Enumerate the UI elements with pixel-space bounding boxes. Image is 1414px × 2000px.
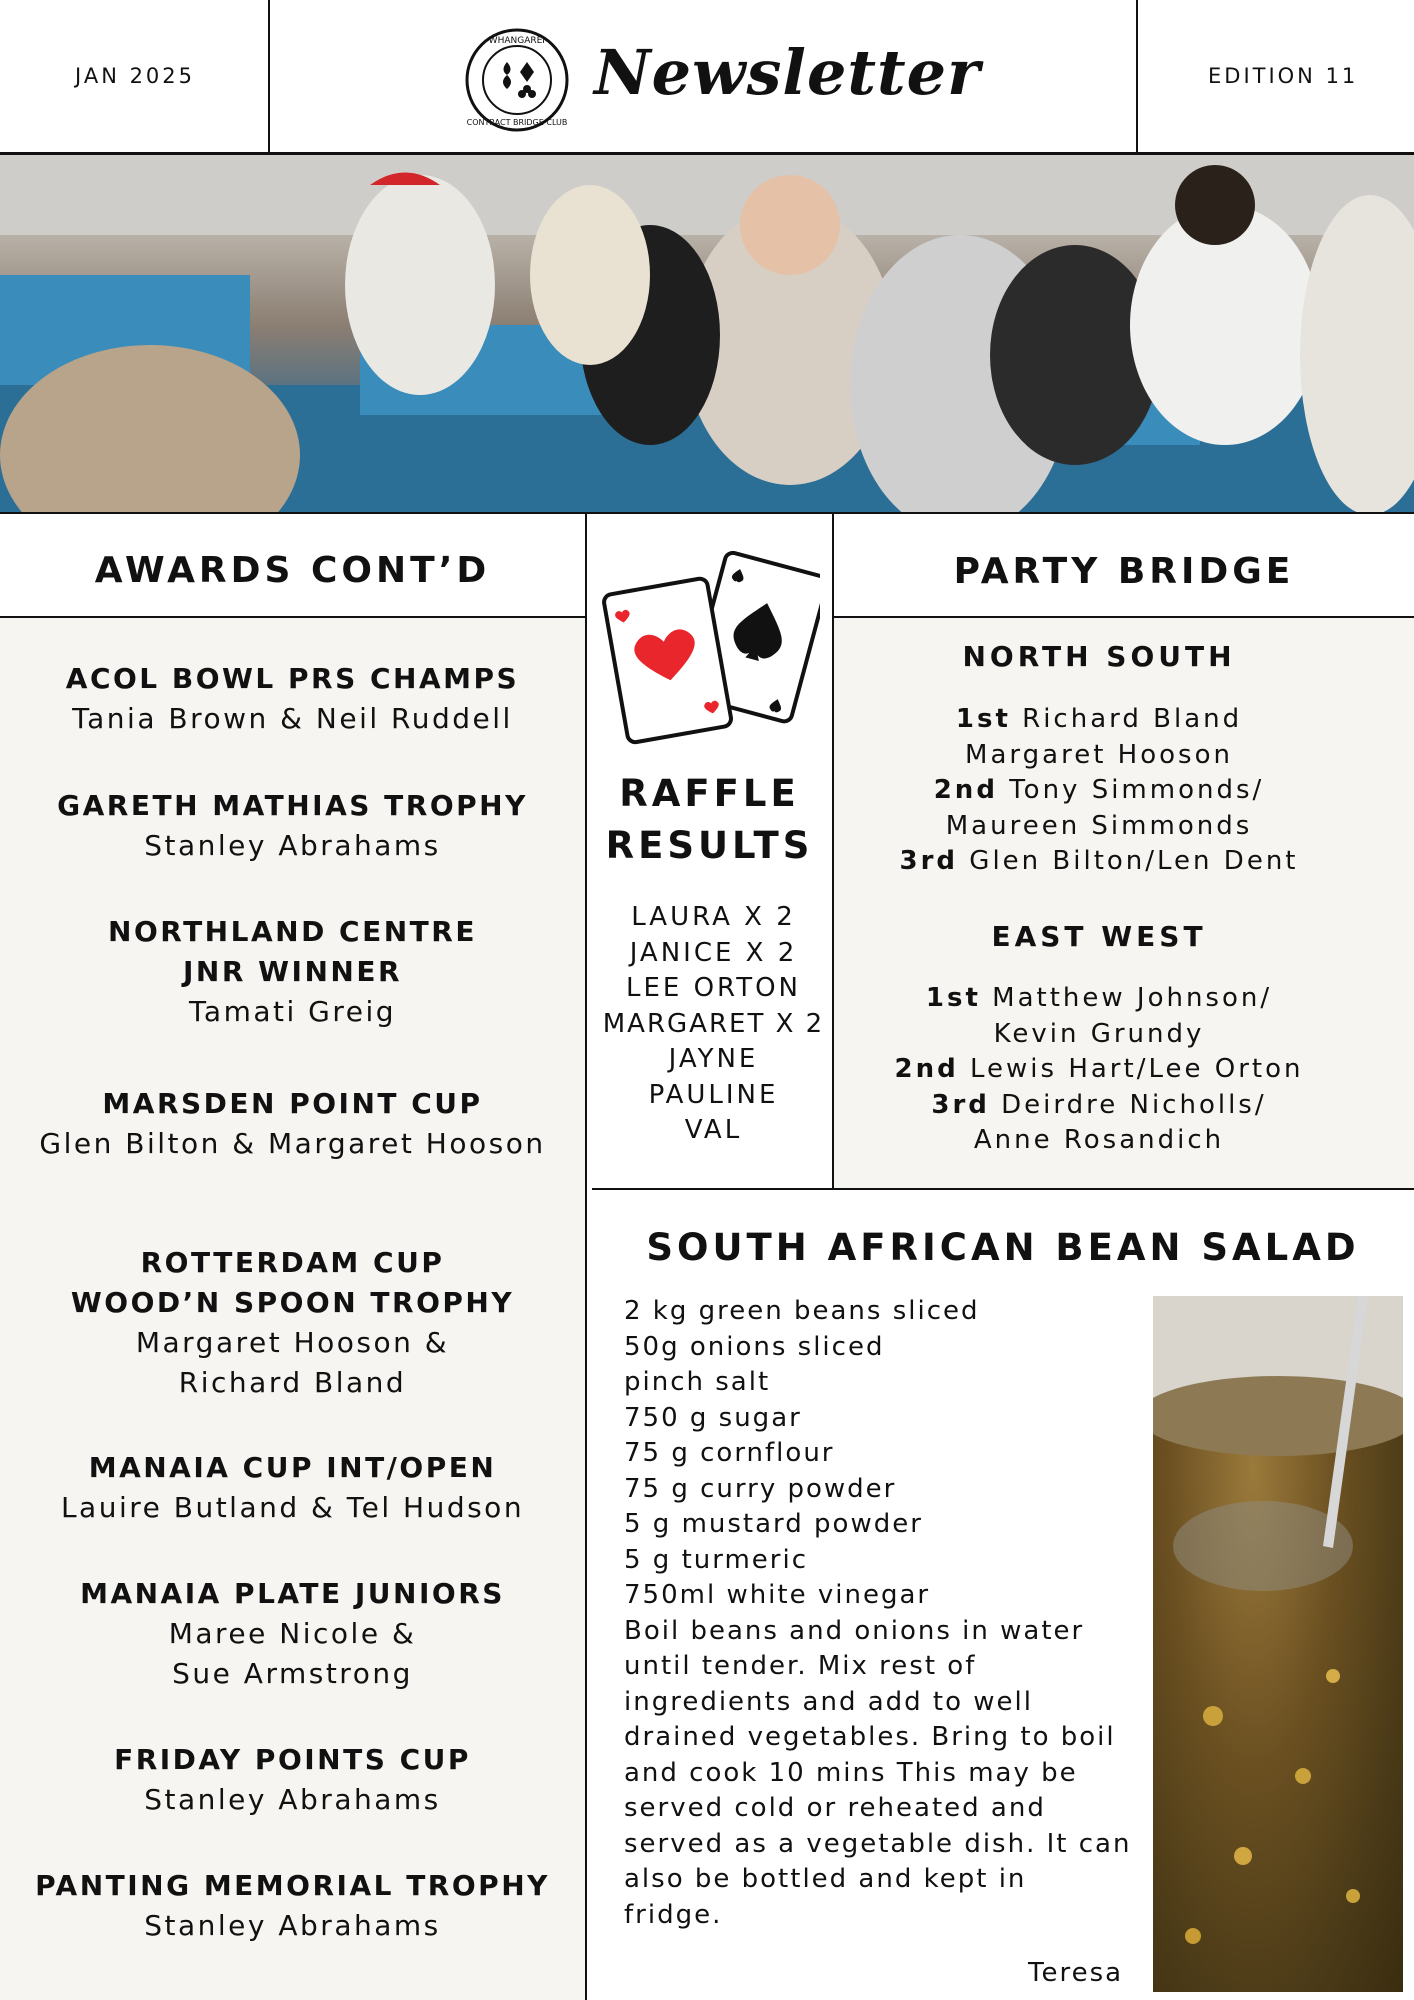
award-winner: Tamati Greig	[188, 995, 397, 1028]
award-winner: Glen Bilton & Margaret Hooson	[39, 1127, 546, 1160]
award-title: GARETH MATHIAS TROPHY	[57, 789, 528, 822]
result-line: Anne Rosandich	[973, 1125, 1225, 1155]
header-vertical-rule-right	[1136, 0, 1138, 152]
svg-text:-WHANGAREI-: -WHANGAREI-	[485, 36, 549, 46]
recipe-line: and cook 10 mins This may be	[624, 1757, 1078, 1788]
raffle-winner: LEE ORTON	[625, 973, 802, 1003]
recipe-line: 750ml white vinegar	[624, 1580, 931, 1610]
recipe-line: also be bottled and kept in	[624, 1864, 1027, 1894]
award-panting-memorial	[0, 1866, 585, 1946]
award-manaia-plate	[0, 1574, 585, 1694]
award-winner: Sue Armstrong	[172, 1657, 413, 1690]
north-south-results	[834, 702, 1364, 880]
awards-heading: AWARDS CONT’D	[94, 550, 491, 591]
column-divider-left	[585, 514, 587, 2000]
result-line: 3rd Deirdre Nicholls/	[931, 1089, 1267, 1120]
recipe-line: 5 g mustard powder	[624, 1509, 923, 1539]
award-winner: Margaret Hooson &	[135, 1326, 450, 1359]
recipe-line: 50g onions sliced	[624, 1331, 885, 1362]
recipe-line: until tender. Mix rest of	[624, 1651, 977, 1681]
recipe-line: pinch salt	[624, 1367, 771, 1397]
recipe-line: 5 g turmeric	[624, 1544, 809, 1575]
awards-heading-rule	[0, 616, 585, 618]
recipe-author: Teresa	[1028, 1958, 1124, 1988]
recipe-line: 2 kg green beans sliced	[624, 1296, 980, 1326]
issue-date: JAN 2025	[75, 64, 196, 88]
photo-bottom-rule	[0, 512, 1414, 514]
svg-text:CONTRACT BRIDGE CLUB: CONTRACT BRIDGE CLUB	[466, 118, 568, 127]
raffle-winner: VAL	[684, 1115, 743, 1145]
result-line: Margaret Hooson	[965, 739, 1233, 770]
award-winner: Tania Brown & Neil Ruddell	[72, 702, 513, 735]
recipe-text	[624, 1294, 1144, 1933]
award-title: MANAIA PLATE JUNIORS	[80, 1577, 505, 1610]
party-bridge-heading: PARTY BRIDGE	[953, 551, 1295, 592]
bridge-players-photo	[0, 155, 1414, 513]
raffle-heading-line1: RAFFLE	[619, 772, 800, 815]
raffle-winner: LAURA X 2	[631, 902, 796, 932]
result-line: 2nd Lewis Hart/Lee Orton	[894, 1054, 1304, 1084]
east-west-results	[834, 981, 1364, 1159]
result-line: 1st Richard Bland	[955, 704, 1243, 734]
award-acol-bowl	[0, 659, 585, 739]
raffle-heading-line2: RESULTS	[605, 824, 814, 867]
recipe-line: drained vegetables. Bring to boil	[624, 1722, 1116, 1752]
recipe-line: 75 g cornflour	[624, 1438, 835, 1468]
east-west-label: EAST WEST	[991, 920, 1207, 953]
raffle-winner: JANICE X 2	[629, 937, 798, 968]
raffle-winner: PAULINE	[648, 1079, 779, 1110]
recipe-line: 75 g curry powder	[624, 1473, 897, 1504]
raffle-winner: JAYNE	[668, 1044, 759, 1074]
award-winner: Maree Nicole &	[168, 1617, 417, 1650]
award-winner: Stanley Abrahams	[144, 1783, 441, 1816]
recipe-heading: SOUTH AFRICAN BEAN SALAD	[646, 1226, 1360, 1269]
recipe-line: ingredients and add to well	[624, 1686, 1033, 1717]
result-line: Kevin Grundy	[993, 1018, 1205, 1049]
award-title: FRIDAY POINTS CUP	[114, 1743, 471, 1776]
recipe-top-rule	[592, 1188, 1414, 1190]
bean-salad-photo	[1153, 1296, 1403, 1992]
recipe-line: Boil beans and onions in water	[624, 1615, 1085, 1646]
award-manaia-cup	[0, 1448, 585, 1528]
award-winner: Richard Bland	[178, 1366, 407, 1399]
newsletter-title: Newsletter	[594, 36, 981, 109]
award-winner: Stanley Abrahams	[144, 829, 441, 862]
award-title: ACOL BOWL PRS CHAMPS	[65, 662, 520, 695]
award-gareth-mathias	[0, 786, 585, 866]
award-winner: Lauire Butland & Tel Hudson	[60, 1491, 525, 1524]
result-line: 2nd Tony Simmonds/	[933, 775, 1265, 805]
award-title: ROTTERDAM CUP	[140, 1246, 445, 1279]
raffle-winner: MARGARET X 2	[602, 1008, 825, 1039]
result-line: 1st Matthew Johnson/	[925, 983, 1273, 1013]
edition-number: EDITION 11	[1208, 64, 1359, 88]
club-logo	[461, 27, 573, 133]
recipe-line: 750 g sugar	[624, 1402, 802, 1433]
award-winner: Stanley Abrahams	[144, 1909, 441, 1942]
award-title-line2: JNR WINNER	[182, 955, 403, 988]
recipe-line: fridge.	[624, 1899, 723, 1930]
header-vertical-rule-left	[268, 0, 270, 152]
result-line: Maureen Simmonds	[945, 810, 1253, 841]
award-title: MARSDEN POINT CUP	[102, 1087, 483, 1120]
award-title: NORTHLAND CENTRE	[108, 915, 477, 948]
award-title: MANAIA CUP INT/OPEN	[88, 1451, 497, 1484]
recipe-line: served as a vegetable dish. It can	[624, 1828, 1132, 1859]
playing-cards-icon	[600, 540, 820, 755]
award-title-line2: WOOD’N SPOON TROPHY	[70, 1286, 515, 1319]
award-friday-points	[0, 1740, 585, 1820]
raffle-winners-list	[587, 900, 840, 1149]
result-line: 3rd Glen Bilton/Len Dent	[899, 846, 1299, 876]
award-title: PANTING MEMORIAL TROPHY	[35, 1869, 550, 1902]
award-northland-centre	[0, 912, 585, 1032]
party-bridge-heading-rule	[834, 616, 1414, 618]
award-marsden-point	[0, 1084, 585, 1164]
recipe-line: served cold or reheated and	[624, 1793, 1046, 1823]
north-south-label: NORTH SOUTH	[962, 640, 1236, 673]
award-rotterdam-cup	[0, 1243, 585, 1403]
